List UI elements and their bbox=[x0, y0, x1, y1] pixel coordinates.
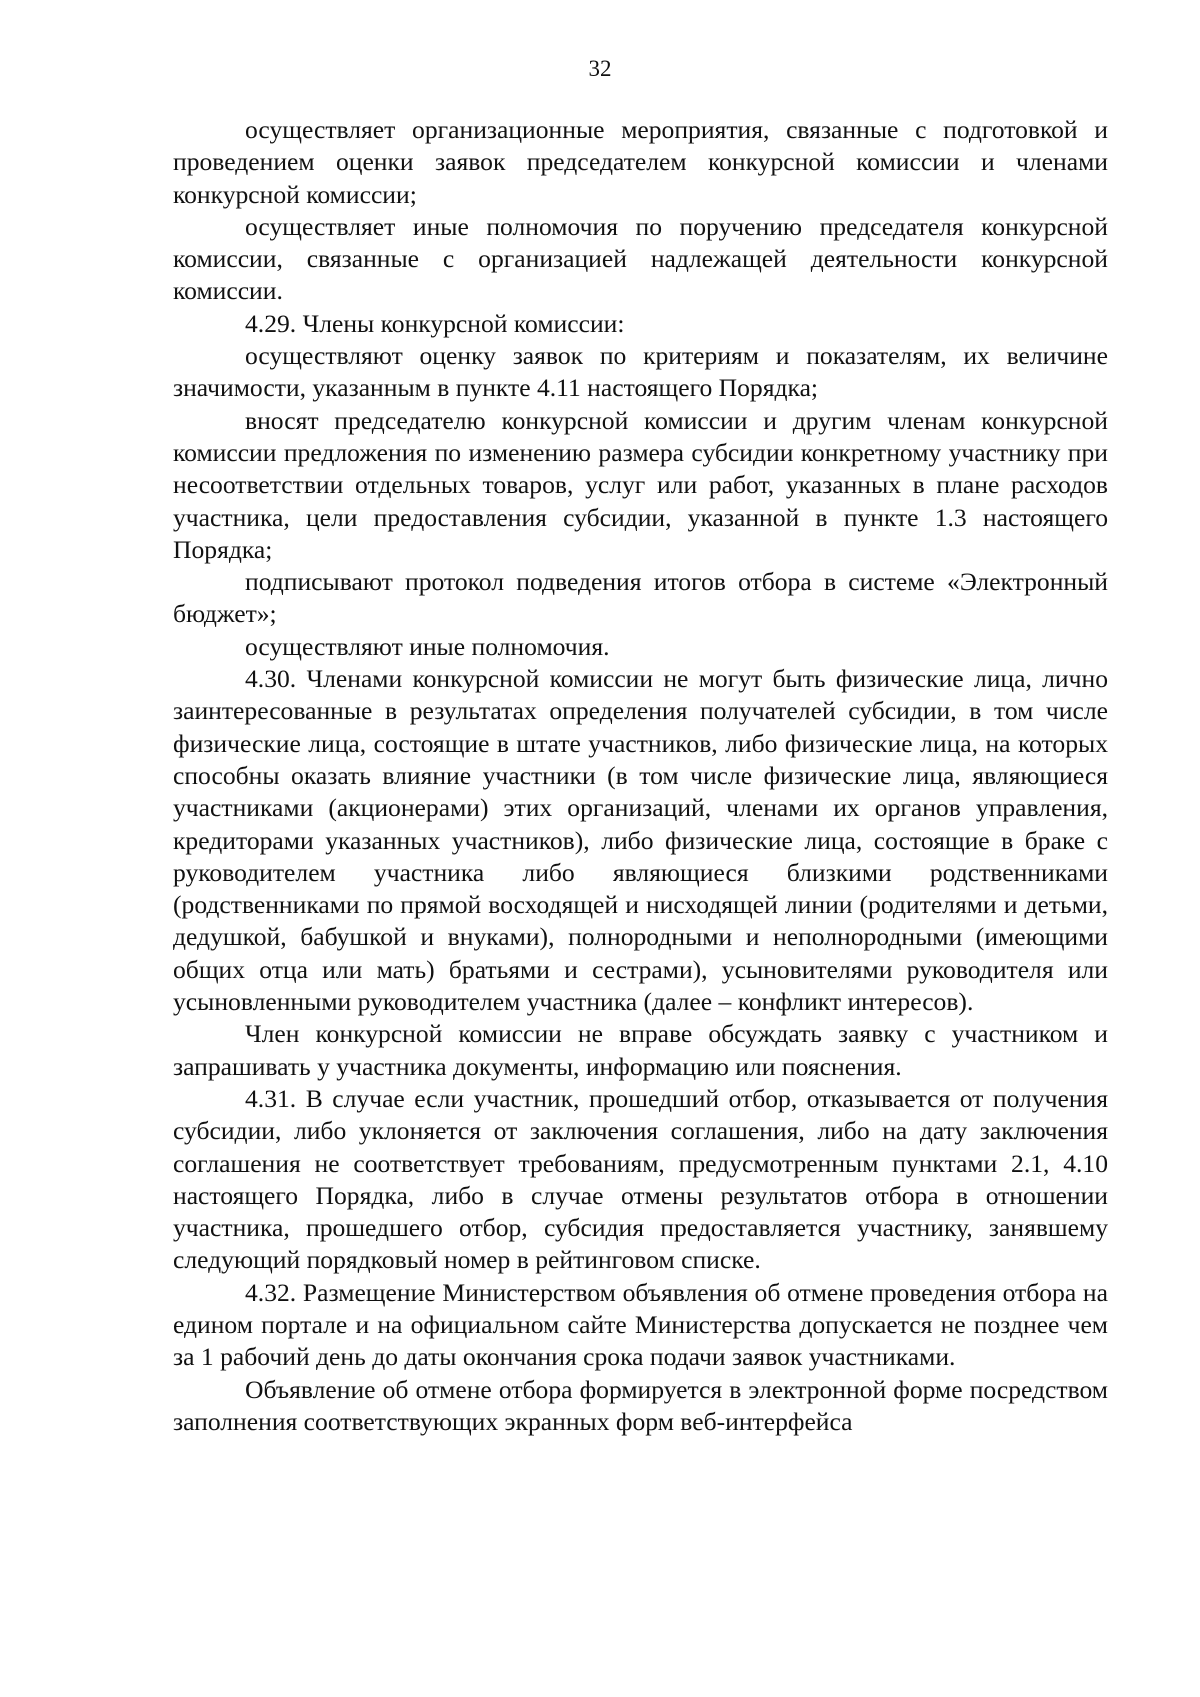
paragraph-secretary-duties: осуществляет организационные мероприятия, связанные с подготовкой и проведением оценки заявок председателем конкурсной комиссии и членами конкурсной комиссии; bbox=[173, 115, 1108, 209]
document-body bbox=[173, 114, 1108, 1438]
paragraph-4-30: 4.30. Членами конкурсной комиссии не могут быть физические лица, лично заинтересованные в результатах определения получателей субсидии, в том числе физические лица, состоящие в штате участников, либо физические лица, на которых способны оказать влияние участники (в том числе физические лица, являющиеся участниками (акционерами) этих организаций, членами их органов управления, кредиторами указанных участников), либо физические лица, состоящие в браке с руководителем участника либо являющиеся близкими родственниками (родственниками по прямой восходящей и нисходящей линии (родителями и детьми, дедушкой, бабушкой и внуками), полнородными и неполнородными (имеющими общих отца или мать) братьями и сестрами), усыновителями руководителя или усыновленными руководителем участника (далее – конфликт интересов). bbox=[173, 664, 1108, 1017]
paragraph-secretary-other-powers: осуществляет иные полномочия по поручению председателя конкурсной комиссии, связанные с организацией надлежащей деятельности конкурсной комиссии. bbox=[173, 211, 1108, 306]
paragraph-member-restriction: Член конкурсной комиссии не вправе обсуждать заявку с участником и запрашивать у участника документы, информацию или пояснения. bbox=[173, 1019, 1108, 1081]
paragraph-members-other-powers: осуществляют иные полномочия. bbox=[245, 631, 610, 661]
paragraph-4-29-heading: 4.29. Члены конкурсной комиссии: bbox=[245, 308, 625, 338]
page-number: 32 bbox=[588, 56, 612, 81]
paragraph-members-sign: подписывают протокол подведения итогов отбора в системе «Электронный бюджет»; bbox=[173, 567, 1108, 629]
paragraph-cancellation-announcement: Объявление об отмене отбора формируется в электронной форме посредством заполнения соответствующих экранных форм веб-интерфейса bbox=[173, 1374, 1108, 1436]
paragraph-4-31: 4.31. В случае если участник, прошедший отбор, отказывается от получения субсидии, либо уклоняется от заключения соглашения, либо на дату заключения соглашения не соответствует требованиям, предусмотренным пунктами 2.1, 4.10 настоящего Порядка, либо в случае отмены результатов отбора в отношении участника, прошедшего отбор, субсидия предоставляется участнику, занявшему следующий порядковый номер в рейтинговом списке. bbox=[173, 1083, 1108, 1275]
paragraph-members-evaluate: осуществляют оценку заявок по критериям и показателям, их величине значимости, указанным в пункте 4.11 настоящего Порядка; bbox=[173, 341, 1108, 403]
paragraph-4-32: 4.32. Размещение Министерством объявления об отмене проведения отбора на едином портале и на официальном сайте Министерства допускается не позднее чем за 1 рабочий день до даты окончания срока подачи заявок участниками. bbox=[173, 1277, 1108, 1372]
paragraph-members-propose: вносят председателю конкурсной комиссии и другим членам конкурсной комиссии предложения по изменению размера субсидии конкретному участнику при несоответствии отдельных товаров, услуг или работ, указанных в плане расходов участника, цели предоставления субсидии, указанной в пункте 1.3 настоящего Порядка; bbox=[173, 405, 1108, 564]
